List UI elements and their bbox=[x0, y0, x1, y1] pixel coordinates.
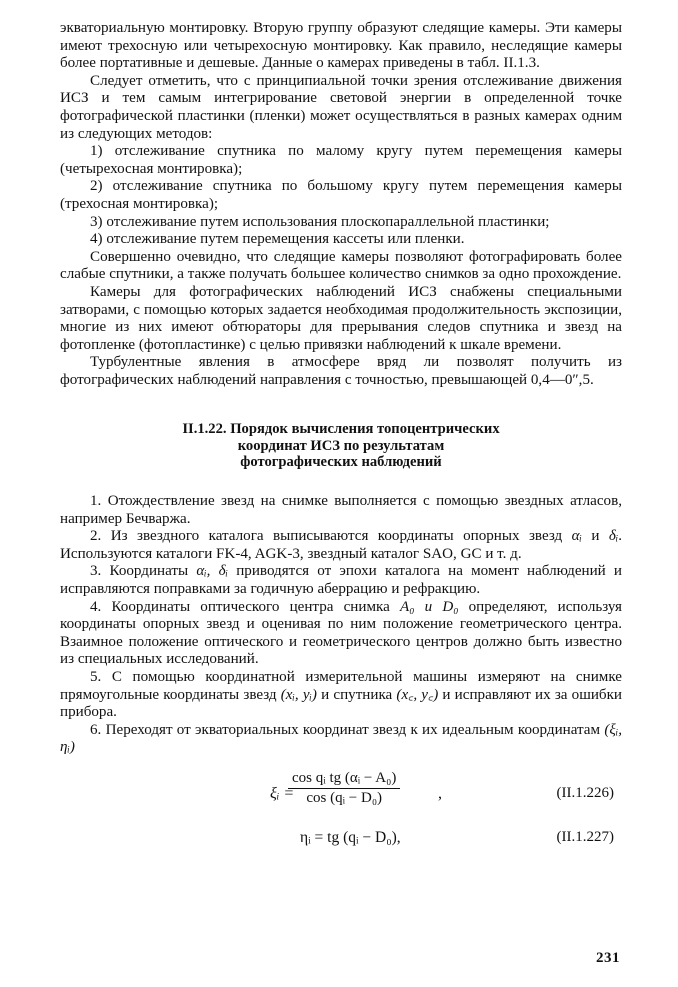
section-heading bbox=[60, 421, 622, 471]
step-3-vars: αᵢ, δᵢ bbox=[196, 563, 229, 580]
formula-ii-1-227 bbox=[60, 825, 622, 855]
step-5-text-b: и спутника bbox=[316, 686, 397, 703]
page-body bbox=[60, 20, 622, 855]
paragraph-tracking-methods: Следует отметить, что с принципиальной точки зрения отслеживание движения ИСЗ и тем самым интегрирование световой энергии в определенной точке фотографической пластинки (пленки) может осуществляться в разных камерах одним из следующих методов: bbox=[60, 72, 622, 142]
paragraph-continuation: экваториальную монтировку. Вторую группу образуют следящие камеры. Эти камеры имеют трехосную или четырехосную монтировку. Как правило, неследящие камеры более портативные и дешевые. Данные о камерах приведены в табл. II.1.3. bbox=[60, 20, 622, 72]
formula-2-label: (II.1.227) bbox=[556, 828, 614, 845]
list-item-method-1: 1) отслеживание спутника по малому кругу путем перемещения камеры (четырехосная монтировка); bbox=[60, 143, 622, 177]
step-5-star-coords: (xᵢ, yᵢ) bbox=[280, 686, 317, 703]
section-heading-line-3: фотографических наблюдений bbox=[240, 454, 442, 471]
step-4-text-b: определяют, используя координаты опорных звезд и оценивая по ним положение геометрического центра. Взаимное положение оптического и геометрического центров должно быть известно из специальных исследований. bbox=[60, 598, 622, 668]
step-4-text-a: 4. Координаты оптического центра снимка bbox=[90, 598, 400, 615]
step-5 bbox=[60, 669, 622, 722]
step-2-text-a: 2. Из звездного каталога выписываются координаты опорных звезд bbox=[90, 528, 572, 545]
step-2 bbox=[60, 528, 622, 563]
section-heading-line-2: координат ИСЗ по результатам bbox=[237, 437, 445, 454]
list-item-method-3: 3) отслеживание путем использования плоскопараллельной пластинки; bbox=[90, 213, 550, 230]
formula-2-expression: ηᵢ = tg (qᵢ − D₀), bbox=[300, 828, 401, 846]
step-2-and: и bbox=[581, 528, 609, 545]
step-4 bbox=[60, 599, 622, 669]
paragraph-shutters: Камеры для фотографических наблюдений ИСЗ снабжены специальными затворами, с помощью которых задается необходимая продолжительность экспозиции, многие из них имеют обтюраторы для прерывания следов спутника и звезд на фотопленке (фотопластинке) с целью привязки наблюдений к шкале времени. bbox=[60, 283, 622, 353]
step-6 bbox=[60, 722, 622, 757]
step-2-delta: δᵢ bbox=[608, 528, 619, 545]
formula-ii-1-226 bbox=[60, 769, 622, 821]
formula-1-numerator: cos qᵢ tg (αᵢ − A₀) bbox=[288, 769, 400, 789]
step-6-text-a: 6. Переходят от экваториальных координат звезд к их идеальным координатам bbox=[90, 721, 605, 738]
paragraph-tracking-cameras: Совершенно очевидно, что следящие камеры позволяют фотографировать более слабые спутники, а также получать большее количество снимков за одно прохождение. bbox=[60, 248, 622, 283]
step-5-text-c: и исправляют их за ошибки прибора. bbox=[60, 686, 622, 721]
step-2-alpha: αᵢ bbox=[571, 528, 582, 545]
formula-1-fraction bbox=[288, 769, 400, 808]
formula-1-comma: , bbox=[438, 784, 442, 802]
list-item-method-2: 2) отслеживание спутника по большому кругу путем перемещения камеры (трехосная монтировка); bbox=[60, 178, 622, 212]
step-5-satellite-coords: (x꜀, y꜀) bbox=[396, 686, 439, 703]
paragraph-turbulence: Турбулентные явления в атмосфере вряд ли позволят получить из фотографических наблюдений направления с точностью, превышающей 0,4—0″,5. bbox=[60, 354, 622, 388]
step-3 bbox=[60, 563, 622, 598]
list-item-method-4: 4) отслеживание путем перемещения кассеты или пленки. bbox=[90, 231, 465, 248]
formula-1-denominator: cos (qᵢ − D₀) bbox=[306, 789, 383, 806]
formula-1-label: (II.1.226) bbox=[556, 784, 614, 801]
step-4-vars: A₀ и D₀ bbox=[399, 598, 459, 615]
step-3-text-b: приводятся от эпохи каталога на момент наблюдений и исправляются поправками за годичную аберрацию и рефракцию. bbox=[60, 563, 623, 597]
formula-1-lhs: ξᵢ = bbox=[270, 784, 295, 802]
page-number: 231 bbox=[596, 950, 620, 966]
step-5-text-a: 5. С помощью координатной измерительной машины измеряют на снимке прямоугольные координаты звезд bbox=[60, 668, 622, 703]
step-6-vars: (ξᵢ, ηᵢ) bbox=[60, 721, 622, 756]
section-heading-line-1: II.1.22. Порядок вычисления топоцентрических bbox=[182, 421, 500, 438]
step-1: 1. Отождествление звезд на снимке выполняется с помощью звездных атласов, например Бечваржа. bbox=[60, 492, 622, 527]
step-2-text-b: . Используются каталоги FK-4, AGK-3, звездный каталог SAO, GC и т. д. bbox=[60, 528, 622, 562]
step-3-text-a: 3. Координаты bbox=[90, 563, 197, 580]
